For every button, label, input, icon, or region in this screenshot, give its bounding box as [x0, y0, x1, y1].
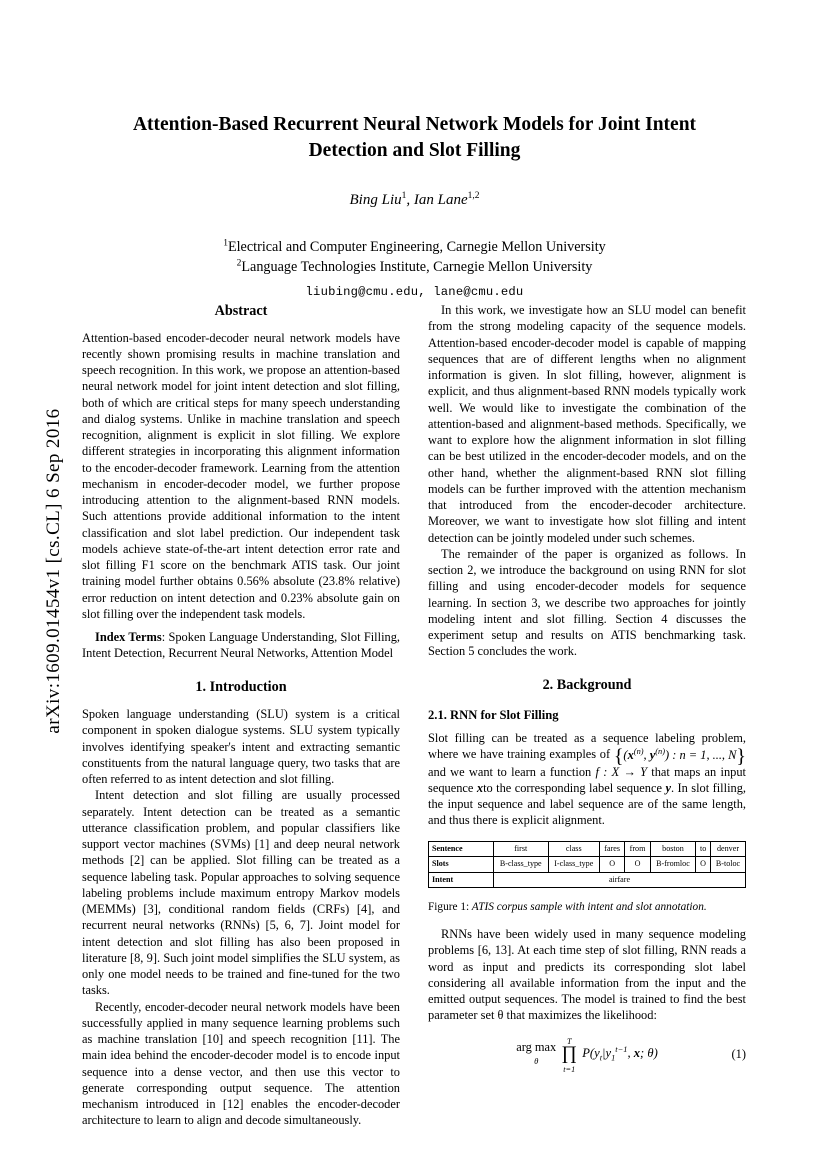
- background-paragraph-2: RNNs have been widely used in many sequence modeling problems [6, 13]. At each time step of slot filling, RNN reads a word as input and predicts its corresponding slot label considering all available information from the input and the emitted output sequences. The model is trained to find the best parameter set θ that maximizes the likelihood:: [428, 927, 746, 1023]
- table-row: [429, 841, 746, 857]
- left-column: [82, 302, 400, 1129]
- equation-1-number: (1): [731, 1046, 746, 1061]
- intro-paragraph-3: Recently, encoder-decoder neural network models have been successfully applied in many sequence learning problems such as machine translation [10] and speech recognition [11]. The main idea behind the encoder-decoder model is to encode input sequence into a dense vector, and then use this vector to generate corresponding output sequence. The attention mechanism introduced in [12] enables the encoder-decoder architecture to learn to align and decode simultaneously.: [82, 999, 400, 1128]
- paper-header: [82, 112, 747, 299]
- table-cell: airfare: [494, 872, 746, 888]
- affiliation-1: [82, 237, 747, 258]
- subsection-heading-rnn-slot-filling: 2.1. RNN for Slot Filling: [428, 708, 559, 723]
- intro-paragraph-2: Intent detection and slot filling are usually processed separately. Intent detection can be treated as a semantic utterance classification problem, and popular classifiers like support vector machines (SVMs) [1] and deep neural network methods [2] can be applied. Slot filling can be treated as a sequence labeling task. Popular approaches to solving sequence labeling problems include maximum entropy Markov models (MEMMs) [3], conditional random fields (CRFs) [4], and recurrent neural networks (RNNs) [5, 6, 7]. Joint model for intent detection and slot filling has also been proposed in literature [8, 9]. Such joint model simplifies the SLU system, as only one model needs to be trained and fine-tuned for the two tasks.: [82, 788, 400, 998]
- index-terms: [82, 629, 400, 662]
- table-row-label-slots: Slots: [429, 857, 494, 873]
- equation-1-body: [516, 1034, 658, 1075]
- background-para1-text: Slot filling can be treated as a sequence labeling problem, where we have training examples of: [428, 730, 746, 761]
- affiliation-2-text: Language Technologies Institute, Carnegie Mellon University: [241, 259, 593, 276]
- author-affil-marker-1: 1: [401, 190, 407, 201]
- table-cell: class: [548, 841, 599, 857]
- affiliation-1-text: Electrical and Computer Engineering, Carnegie Mellon University: [227, 238, 606, 255]
- math-input-sequence-x: x: [476, 780, 484, 795]
- background-para2-c: to the corresponding label sequence: [483, 780, 662, 795]
- table-row: [429, 872, 746, 888]
- table-cell: fares: [599, 841, 624, 857]
- table-cell: O: [599, 857, 624, 873]
- background-para2-b: that maps an input sequence: [428, 764, 746, 795]
- table-cell: boston: [650, 841, 695, 857]
- figure1-caption-text: ATIS corpus sample with intent and slot annotation.: [469, 901, 707, 914]
- table-cell: first: [494, 841, 549, 857]
- equation-1-probability: $P(y_t|y_1^{t-1}$, x; θ): [582, 1044, 658, 1063]
- intro-paragraph-1: Spoken language understanding (SLU) system is a critical component in spoken dialogue systems. SLU system typically involves identifying speaker's intent and extracting semantic constituents from the natural language query, two tasks that are often referred to as intent detection and slot filling.: [82, 707, 400, 787]
- table-cell: O: [696, 857, 711, 873]
- table-cell: to: [696, 841, 711, 857]
- author-affil-marker-2: 1,2: [467, 190, 480, 201]
- table-cell: I-class_type: [548, 857, 599, 873]
- abstract-paragraph: Attention-based encoder-decoder neural network models have recently shown promising results in machine translation and speech recognition. In this work, we propose an attention-based neural network model for joint intent detection and slot filling, both of which are critical steps for many speech understanding and dialog systems. Unlike in machine translation and speech recognition, alignment is explicit in slot filling. We explore different strategies in incorporating this alignment information to the encoder-decoder framework. Learning from the attention mechanism in encoder-decoder model, we further propose introducing attention to the alignment-based RNN models. Such attentions provide additional information to the intent classification and slot label prediction. Our independent task models achieve state-of-the-art intent detection error rate and slot filling F1 score on the benchmark ATIS task. Our joint training model further obtains 0.56% absolute (23.8% relative) error reduction on intent detection and 0.23% absolute gain on slot filling over the independent task models.: [82, 330, 400, 621]
- table-cell: B-fromloc: [650, 857, 695, 873]
- figure1-caption-label: Figure 1:: [428, 901, 470, 914]
- right-intro-paragraph-2: The remainder of the paper is organized as follows. In section 2, we introduce the background on using RNN for slot filling and using encoder-decoder models for sequence learning. In section 3, we describe two approaches for jointly modeling intent and slot filling. Section 4 discusses the experiment setup and results on ATIS benchmarking task. Section 5 concludes the work.: [428, 546, 746, 659]
- author-emails: liubing@cmu.edu, lane@cmu.edu: [305, 284, 524, 299]
- abstract-heading: Abstract: [214, 303, 268, 319]
- background-para2-a: and we want to learn a function: [428, 764, 592, 779]
- argmax-label: arg max: [516, 1039, 557, 1054]
- index-terms-text: : Spoken Language Understanding, Slot Filling, Intent Detection, Recurrent Neural Networks, Attention Model: [82, 630, 400, 661]
- product-operator: [561, 1034, 577, 1075]
- math-function-map: f : X → Y: [595, 764, 648, 779]
- figure1-table: [428, 841, 746, 889]
- table-cell: B-class_type: [494, 857, 549, 873]
- right-intro-paragraph-1: In this work, we investigate how an SLU model can benefit from the strong modeling capacity of the sequence models. Attention-based encoder-decoder model is capable of mapping sequences that are of different lengths when no alignment information is given. In slot filling, however, alignment is explicit, and thus alignment-based RNN models typically work well. We would like to investigate the combination of the attention-based and alignment-based methods. Specifically, we want to explore how the alignment information in slot filling can be best utilized in the encoder-decoder models, and on the other hand, whether the alignment-based RNN slot filling models can be further improved with the attention mechanism that introduced from the encoder-decoder architecture. Moreover, we want to investigate how slot filling and intent detection can be jointly modeled under such schemes.: [428, 303, 746, 545]
- author-name-1: Bing Liu: [349, 191, 402, 208]
- math-training-examples: {($x^{(n)}$, $y^{(n)}$) : n = 1, ..., N}: [613, 745, 746, 768]
- table-cell: denver: [711, 841, 746, 857]
- background-paragraph-1: [428, 730, 746, 829]
- background-para2-d: . In slot filling, the input sequence and label sequence are of the same length, and thus there is explicit alignment.: [428, 780, 746, 828]
- argmax-subscript: θ: [534, 1056, 539, 1067]
- product-upper-limit: T: [566, 1036, 572, 1046]
- figure1-caption: [428, 900, 746, 915]
- product-lower-limit: t=1: [563, 1064, 576, 1074]
- affiliations: [82, 237, 747, 278]
- table-row: [429, 857, 746, 873]
- product-symbol: ∏: [561, 1043, 578, 1065]
- arxiv-stamp: arXiv:1609.01454v1 [cs.CL] 6 Sep 2016: [43, 408, 64, 734]
- table-row-label-sentence: Sentence: [429, 841, 494, 857]
- author-separator: , Ian Lane: [406, 191, 468, 208]
- right-column: [428, 302, 746, 1129]
- table-row-label-intent: Intent: [429, 872, 494, 888]
- equation-1: [428, 1034, 746, 1075]
- affiliation-2: [82, 257, 747, 278]
- table-cell: O: [625, 857, 650, 873]
- argmax-operator: [516, 1041, 556, 1067]
- section-heading-introduction: 1. Introduction: [195, 678, 287, 695]
- affiliation-marker-2: 2: [236, 258, 242, 269]
- table-cell: from: [625, 841, 650, 857]
- two-column-body: [82, 302, 747, 1129]
- author-list: [82, 191, 747, 209]
- section-heading-background: 2. Background: [542, 676, 632, 693]
- index-terms-label: Index Terms: [95, 630, 162, 645]
- table-cell: B-toloc: [711, 857, 746, 873]
- abstract-body: [82, 330, 400, 662]
- page-title: Attention-Based Recurrent Neural Network Models for Joint Intent Detection and Slot Filling: [132, 114, 697, 162]
- affiliation-marker-1: 1: [223, 237, 228, 248]
- math-label-sequence-y: y: [665, 780, 671, 795]
